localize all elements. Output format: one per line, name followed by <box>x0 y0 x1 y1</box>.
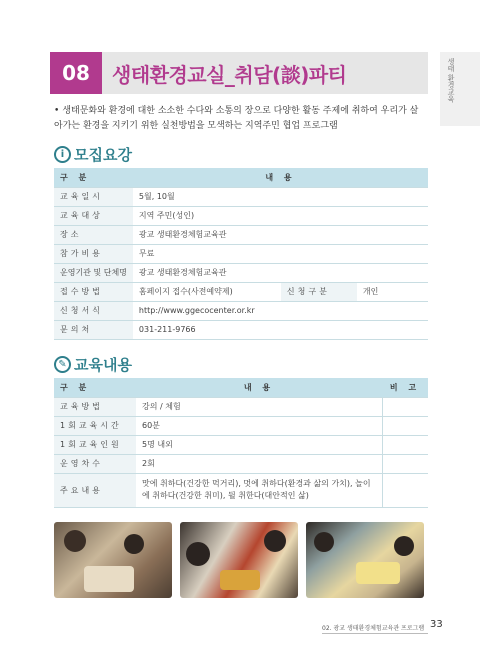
footer-text: 02. 광교 생태환경체험교육관 프로그램 <box>322 625 425 632</box>
row-label: 1회교육인원 <box>54 435 136 454</box>
activity-photo <box>306 522 424 598</box>
content-heading-text: 교육내용 <box>74 356 132 374</box>
table-row <box>54 206 428 225</box>
row-note <box>382 454 428 473</box>
row-label: 교육대상 <box>54 206 133 225</box>
col-label-header: 구 분 <box>54 168 133 187</box>
row-value: 무료 <box>133 244 428 263</box>
row-extra-label: 신청구분 <box>281 282 357 301</box>
pencil-icon: ✎ <box>54 356 71 373</box>
row-label: 운영차수 <box>54 454 136 473</box>
bullet-icon: • <box>54 106 60 116</box>
row-label: 참가비용 <box>54 244 133 263</box>
row-label: 1회교육시간 <box>54 416 136 435</box>
content-table <box>54 378 428 508</box>
table-row <box>54 473 428 507</box>
col-note-header: 비 고 <box>382 378 428 397</box>
row-note <box>382 435 428 454</box>
content-heading <box>54 354 132 375</box>
activity-photo <box>180 522 298 598</box>
info-icon: i <box>54 146 71 163</box>
table-row <box>54 187 428 206</box>
activity-photo <box>54 522 172 598</box>
row-value: 5월, 10월 <box>133 187 428 206</box>
row-label: 문의처 <box>54 320 133 339</box>
row-value: 강의 / 체험 <box>136 397 382 416</box>
page-number: 33 <box>430 619 443 630</box>
row-label: 주요내용 <box>54 473 136 507</box>
row-value: http://www.ggecocenter.or.kr <box>133 301 428 320</box>
recruit-heading-text: 모집요강 <box>74 146 132 164</box>
row-extra-value: 개인 <box>357 282 428 301</box>
recruit-heading <box>54 144 132 165</box>
table-row <box>54 263 428 282</box>
row-label: 교육일시 <box>54 187 133 206</box>
page-title: 생태환경교실_취담(談)파티 <box>112 62 347 87</box>
row-label: 접수방법 <box>54 282 133 301</box>
row-value: 지역 주민(성인) <box>133 206 428 225</box>
row-value: 2회 <box>136 454 382 473</box>
table-row <box>54 416 428 435</box>
table-row <box>54 454 428 473</box>
table-row <box>54 244 428 263</box>
row-note <box>382 416 428 435</box>
row-value: 60분 <box>136 416 382 435</box>
section-number: 08 <box>50 52 102 94</box>
row-value: 031-211-9766 <box>133 320 428 339</box>
side-tab-label: 생태 환경교육 <box>447 58 455 103</box>
table-row <box>54 282 428 301</box>
intro-paragraph <box>54 104 424 134</box>
row-value: 광교 생태환경체험교육관 <box>133 225 428 244</box>
row-value: 홈페이지 접수(사전예약제) <box>133 282 281 301</box>
photo-strip <box>54 522 424 598</box>
table-row <box>54 225 428 244</box>
row-label: 장소 <box>54 225 133 244</box>
row-label: 교육방법 <box>54 397 136 416</box>
row-value: 맛에 취하다(건강한 먹거리), 멋에 취하다(환경과 삶의 가치), 놀이에 취하다(건강한 취미), 뒬 취한다(대안적인 삶) <box>136 473 382 507</box>
col-content-header: 내 용 <box>136 378 382 397</box>
row-note <box>382 473 428 507</box>
table-row <box>54 397 428 416</box>
row-value: 5명 내외 <box>136 435 382 454</box>
footer-divider <box>322 633 428 634</box>
row-label: 신청서식 <box>54 301 133 320</box>
col-label-header: 구 분 <box>54 378 136 397</box>
recruit-table <box>54 168 428 340</box>
row-note <box>382 397 428 416</box>
col-content-header: 내 용 <box>133 168 428 187</box>
row-value: 광교 생태환경체험교육관 <box>133 263 428 282</box>
table-row <box>54 301 428 320</box>
intro-text: 생태문화와 환경에 대한 소소한 수다와 소통의 장으로 다양한 활동 주제에 취하여 우리가 살아가는 환경을 지키기 위한 실천방법을 모색하는 지역주민 협업 프로그램 <box>54 106 419 131</box>
table-row <box>54 435 428 454</box>
row-label: 운영기관 및 단체명 <box>54 263 133 282</box>
table-row <box>54 320 428 339</box>
